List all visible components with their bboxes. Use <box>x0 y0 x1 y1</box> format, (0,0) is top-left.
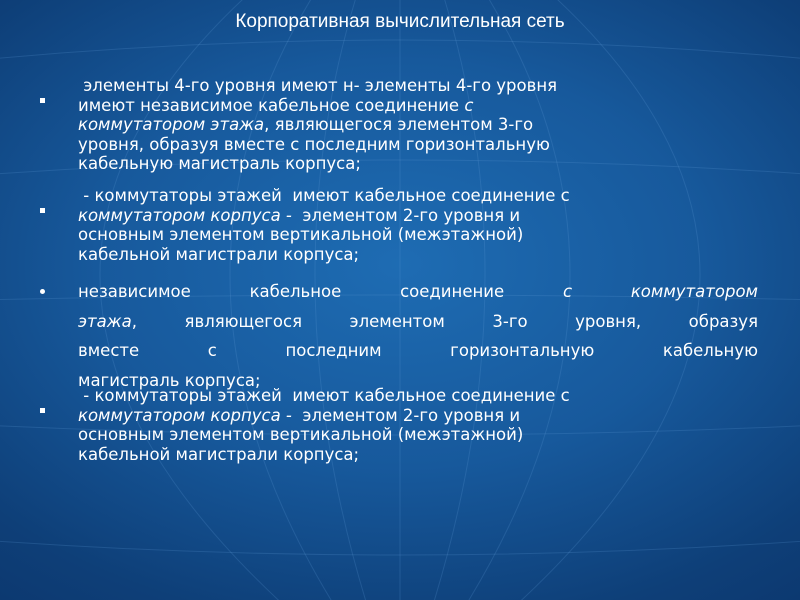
text-run: , являющегося элементом 3-го уровня, образуя <box>131 311 758 331</box>
text-run: кабельной магистрали корпуса; <box>78 444 360 464</box>
text-run: уровня, образуя вместе с последним горизонтальную <box>78 134 550 154</box>
bullet-text <box>78 386 758 464</box>
text-line <box>78 135 758 155</box>
text-line <box>78 206 758 226</box>
text-run: вместе с последним горизонтальную кабельную <box>78 341 758 360</box>
text-line <box>78 225 758 245</box>
square-bullet-icon <box>40 98 45 103</box>
bullet-text <box>78 186 758 264</box>
text-line <box>78 96 758 116</box>
italic-text-run: коммутатором этажа <box>78 115 265 134</box>
text-line <box>78 76 758 96</box>
text-line <box>78 154 758 174</box>
bullet-text <box>78 76 758 174</box>
text-line <box>78 186 758 206</box>
italic-text-run: с <box>464 95 474 115</box>
text-line <box>78 445 758 465</box>
round-bullet-icon <box>40 289 45 294</box>
text-run: элементом 2-го уровня и <box>291 405 521 425</box>
text-run: магистраль корпуса; <box>78 370 261 390</box>
text-run: кабельную магистраль корпуса; <box>78 154 361 173</box>
italic-text-run: этажа <box>78 311 132 331</box>
text-run: элементом 2-го уровня и <box>291 205 521 225</box>
text-run: - коммутаторы этажей имеют кабельное соединение с <box>78 186 570 205</box>
text-run: элементы 4-го уровня имеют н- элементы 4-го уровня <box>78 76 558 95</box>
text-line <box>78 425 758 445</box>
text-run: основным элементом вертикальной (межэтажной) <box>78 225 524 244</box>
square-bullet-icon <box>40 208 45 213</box>
slide-title: Корпоративная вычислительная сеть <box>235 11 565 32</box>
text-line <box>78 307 758 337</box>
italic-text-run: коммутатором корпуса - <box>78 405 292 425</box>
text-run: - коммутаторы этажей имеют кабельное соединение с <box>78 386 570 405</box>
text-line <box>78 386 758 406</box>
text-run: основным элементом вертикальной (межэтажной) <box>78 425 524 444</box>
text-line <box>78 115 758 135</box>
bullet-text <box>78 277 758 395</box>
text-run: независимое кабельное соединение <box>78 282 563 301</box>
italic-text-run: коммутатором корпуса - <box>78 205 292 225</box>
square-bullet-icon <box>40 408 45 413</box>
text-line <box>78 336 758 366</box>
text-run: , являющегося элементом 3-го <box>264 115 534 134</box>
text-line <box>78 406 758 426</box>
text-run: имеют независимое кабельное соединение <box>78 95 465 115</box>
text-line <box>78 277 758 307</box>
text-run: кабельной магистрали корпуса; <box>78 244 360 264</box>
italic-text-run: с коммутатором <box>562 282 758 301</box>
text-line <box>78 245 758 265</box>
